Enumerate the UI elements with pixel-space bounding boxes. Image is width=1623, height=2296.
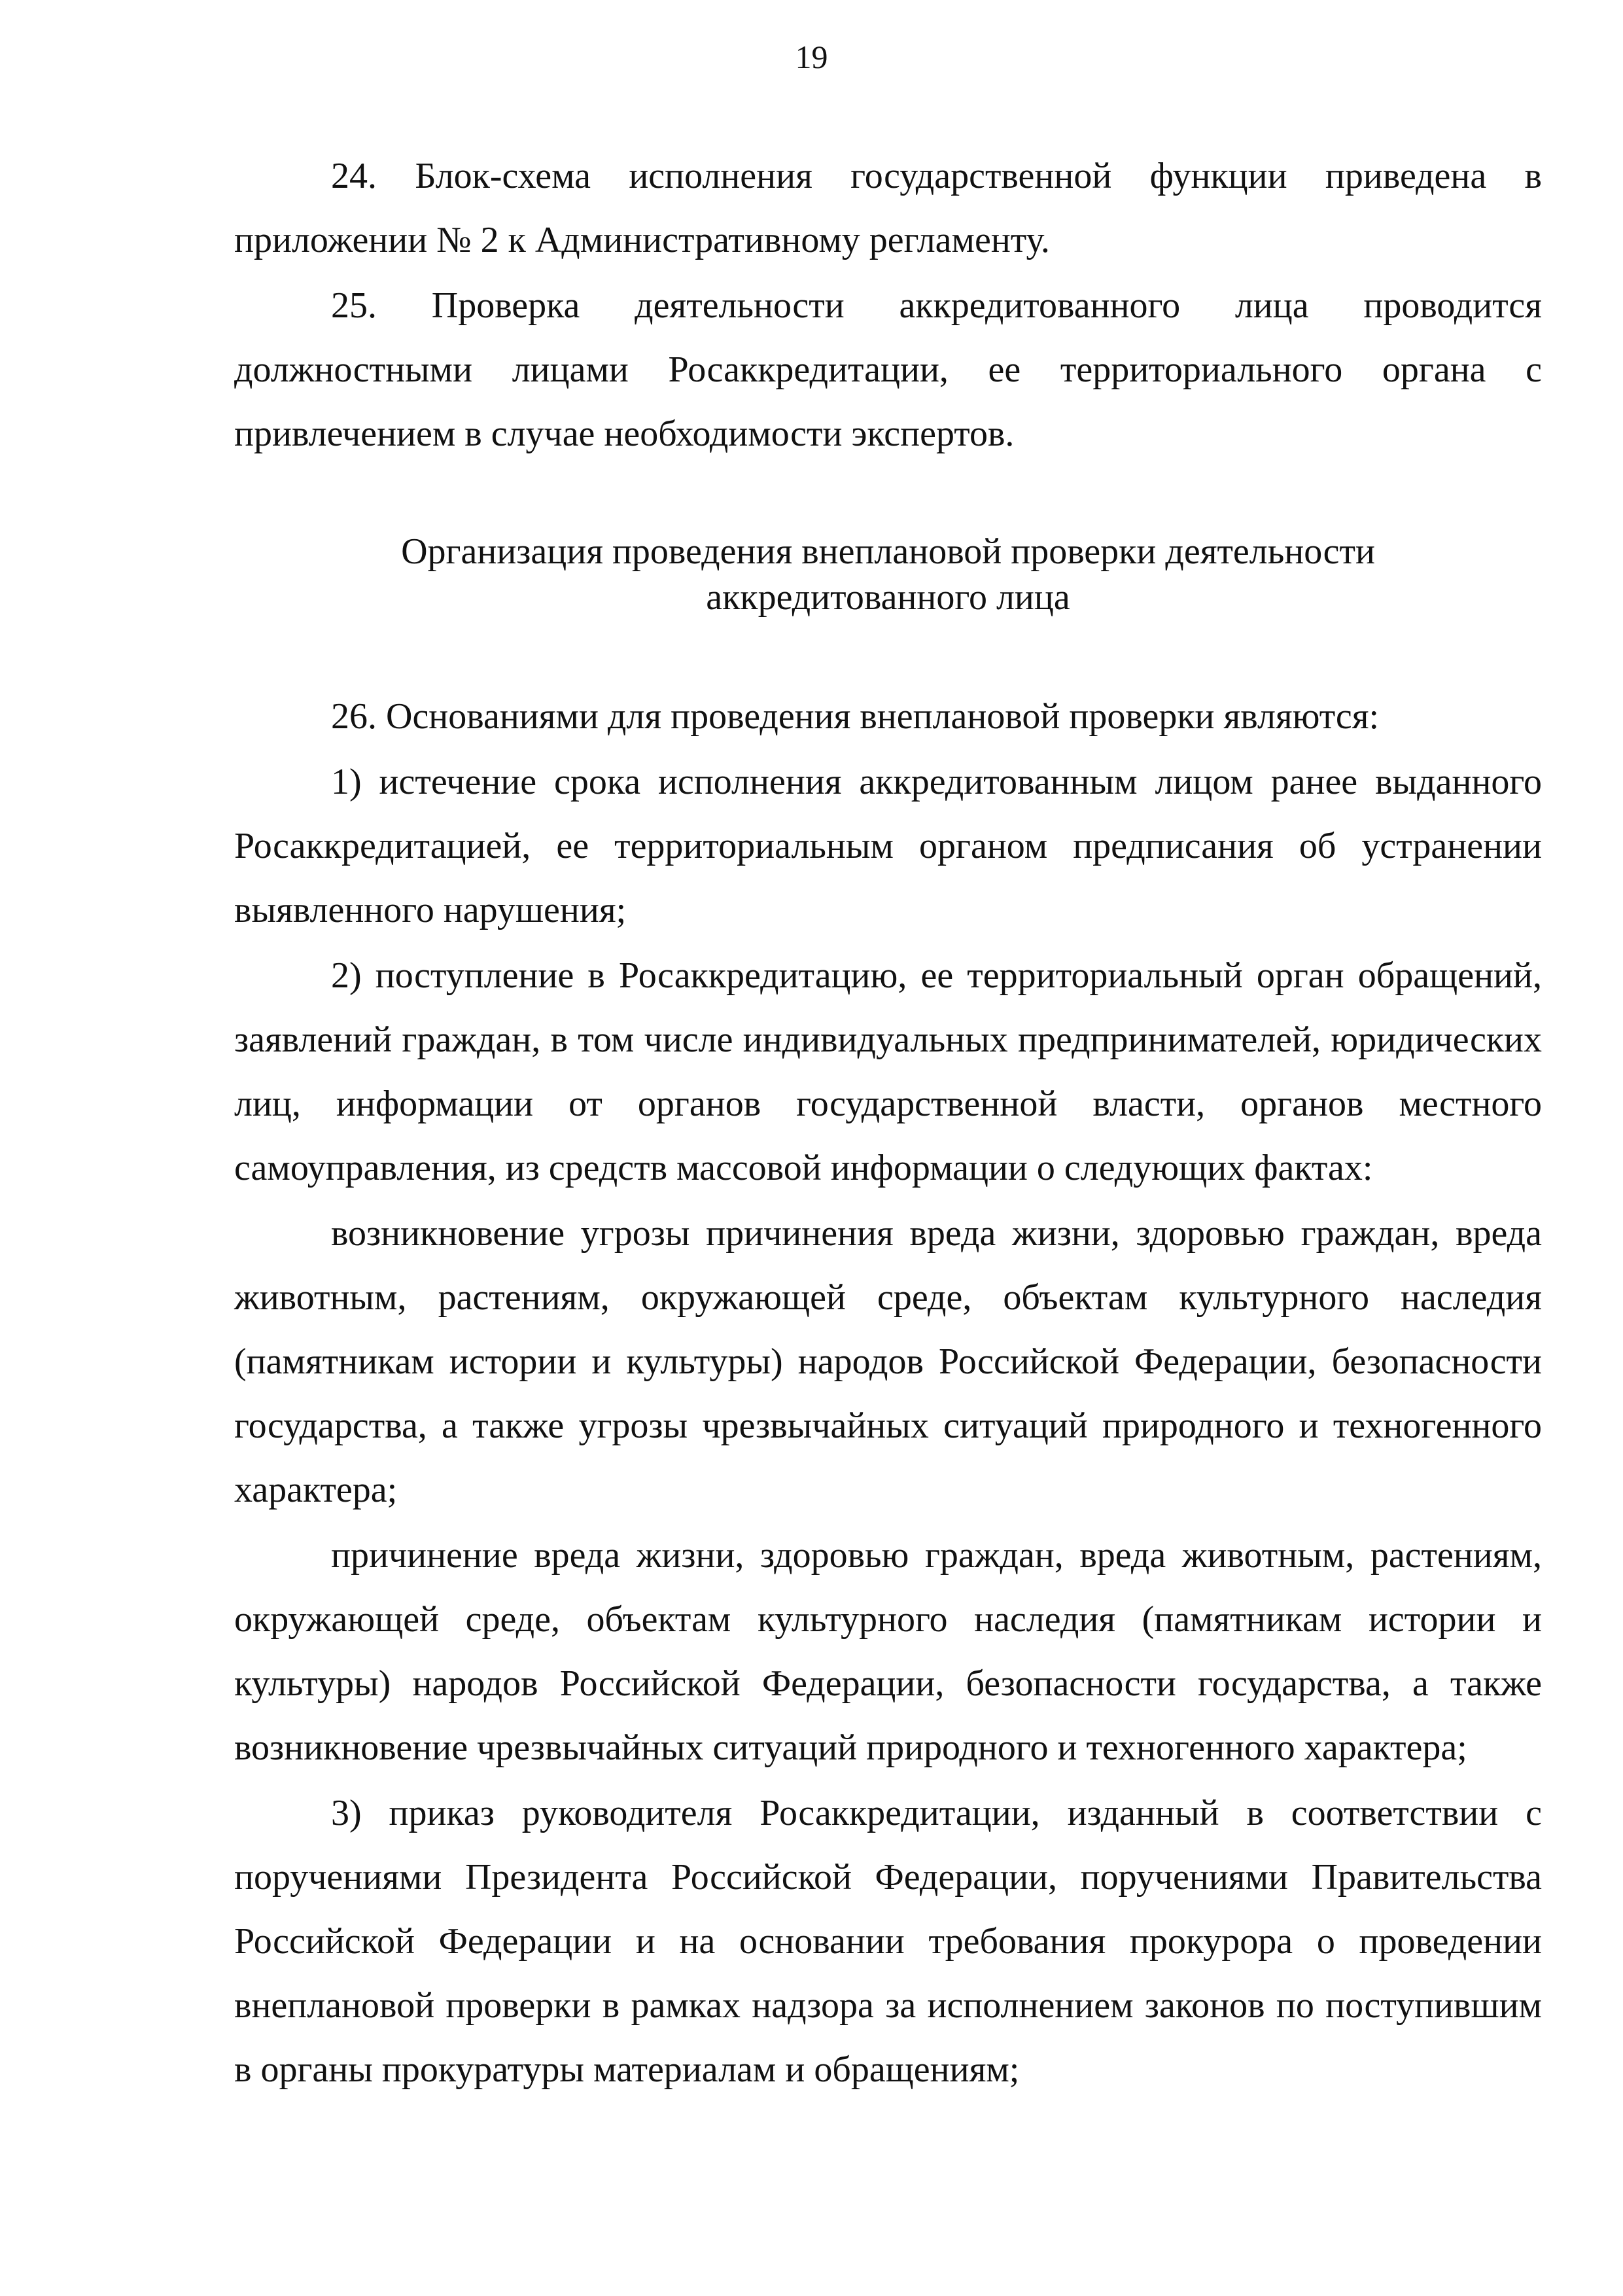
list-item-3: 3) приказ руководителя Росаккредитации, изданный в соответствии с поручениями Президента Российской Федерации, поручениями Правительства Российской Федерации и на основании требования прокурора о проведении внеплановой проверки в рамках надзора за исполнением законов по поступившим в органы прокуратуры материалам и обращениям; <box>234 1793 1542 2090</box>
document-body <box>234 144 1542 2102</box>
paragraph-25: 25. Проверка деятельности аккредитованного лица проводится должностными лицами Росаккредитации, ее территориального органа с привлечением в случае необходимости экспертов. <box>234 285 1542 454</box>
list-item-2: 2) поступление в Росаккредитацию, ее территориальный орган обращений, заявлений граждан, в том числе индивидуальных предпринимателей, юридических лиц, информации от органов государственной власти, органов местного самоуправления, из средств массовой информации о следующих фактах: <box>234 955 1542 1188</box>
section-heading-line-1: Организация проведения внеплановой проверки деятельности <box>401 531 1375 572</box>
page-number: 19 <box>795 39 828 75</box>
paragraph-24: 24. Блок-схема исполнения государственной функции приведена в приложении № 2 к Административному регламенту. <box>234 156 1542 260</box>
list-subitem-threat: возникновение угрозы причинения вреда жизни, здоровью граждан, вреда животным, растениям, окружающей среде, объектам культурного наследия (памятникам истории и культуры) народов Российской Федерации, безопасности государства, а также угрозы чрезвычайных ситуаций природного и техногенного характера; <box>234 1213 1542 1510</box>
section-heading-line-2: аккредитованного лица <box>706 577 1070 618</box>
paragraph-26: 26. Основаниями для проведения внеплановой проверки являются: <box>331 696 1380 737</box>
list-item-1: 1) истечение срока исполнения аккредитованным лицом ранее выданного Росаккредитацией, ее территориальным органом предписания об устранении выявленного нарушения; <box>234 762 1542 930</box>
section-heading <box>234 466 1542 684</box>
list-subitem-harm: причинение вреда жизни, здоровью граждан, вреда животным, растениям, окружающей среде, объектам культурного наследия (памятникам истории и культуры) народов Российской Федерации, безопасности государства, а также возникновение чрезвычайных ситуаций природного и техногенного характера; <box>234 1535 1542 1768</box>
